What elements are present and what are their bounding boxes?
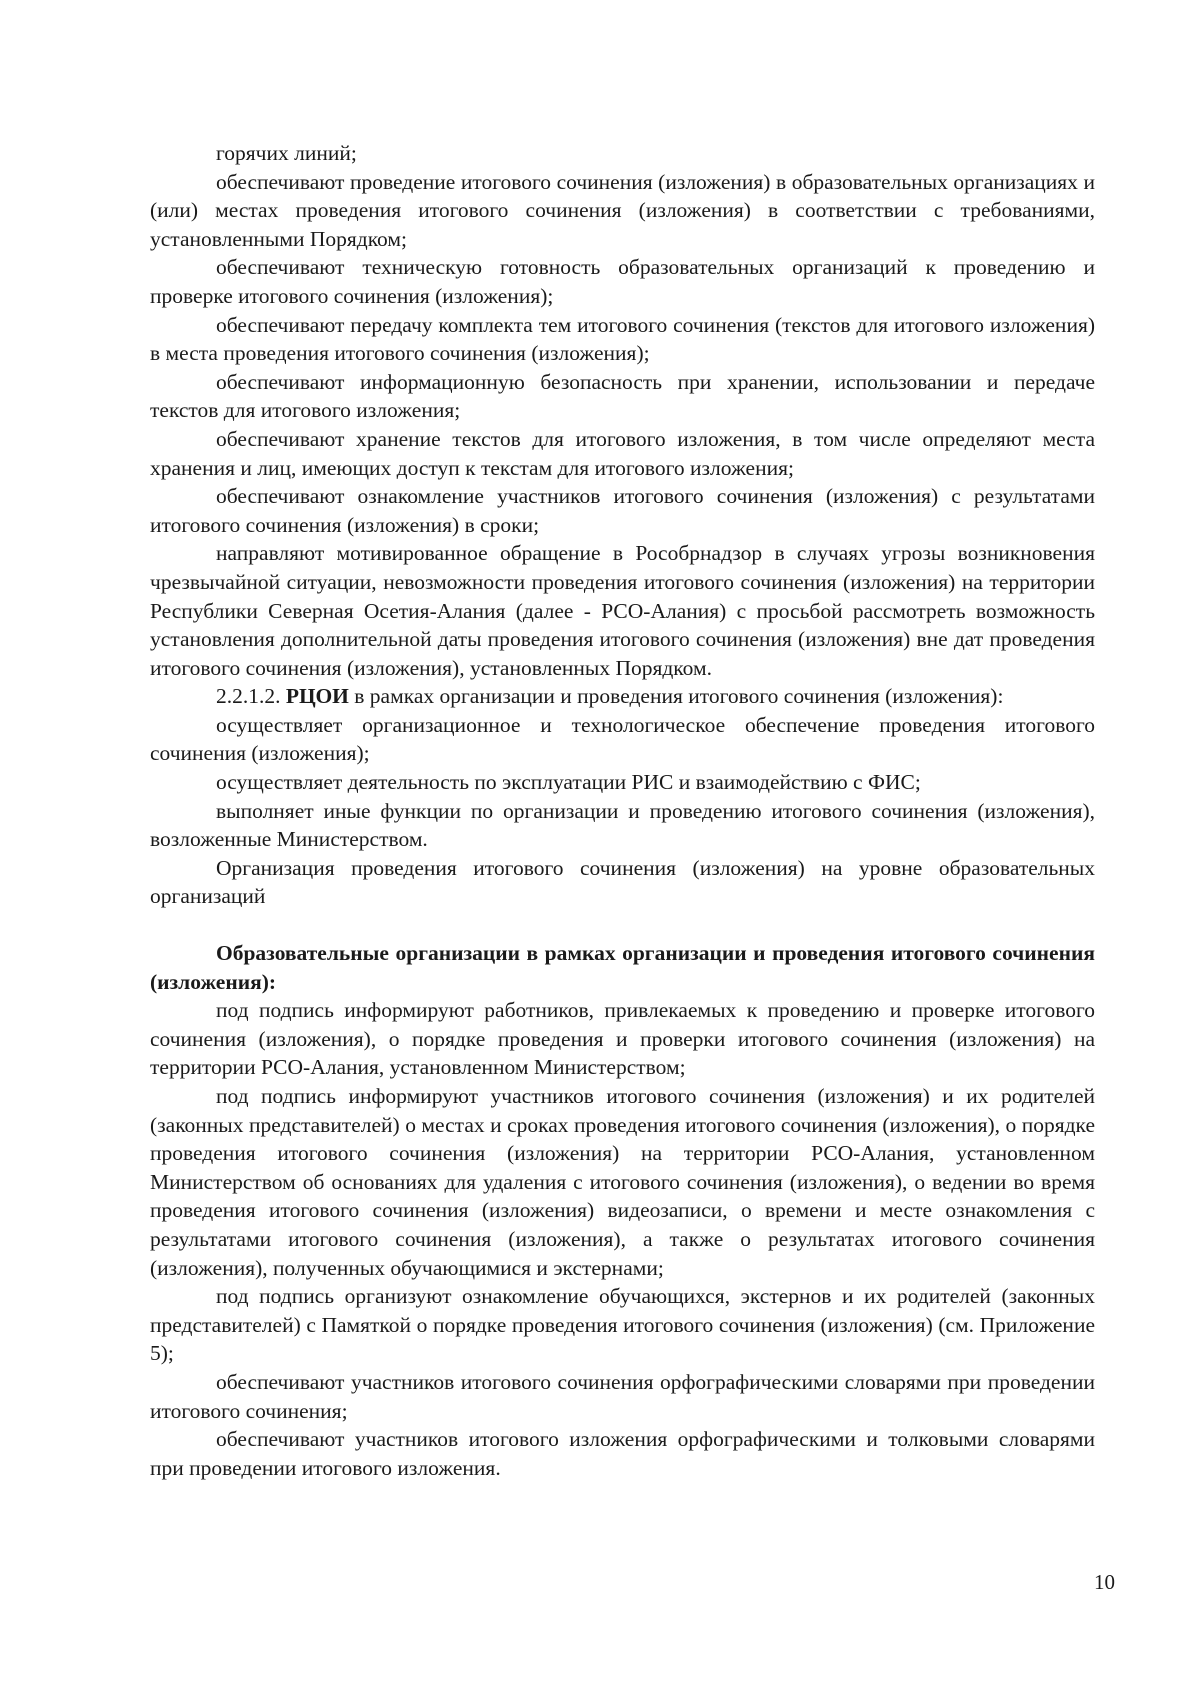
edu-item-essay-dictionaries: обеспечивают участников итогового сочинения орфографическими словарями при проведении итогового сочинения; xyxy=(150,1369,1095,1423)
rcoi-name: РЦОИ xyxy=(285,684,349,709)
paragraph-results-familiarization: обеспечивают ознакомление участников итогового сочинения (изложения) с результатами итогового сочинения (изложения) в сроки; xyxy=(150,484,1095,537)
paragraph-text-storage: обеспечивают хранение текстов для итогового изложения, в том числе определяют места хранения и лиц, имеющих доступ к текстам для итогового изложения; xyxy=(150,426,1095,480)
document-body xyxy=(150,139,1095,1482)
edu-item-summary-dictionaries: обеспечивают участников итогового изложения орфографическими и толковыми словарями при проведении итогового изложения. xyxy=(150,1427,1095,1480)
section-gap xyxy=(150,911,1095,939)
rcoi-item-other-functions: выполняет иные функции по организации и проведению итогового сочинения (изложения), возложенные Министерством. xyxy=(150,798,1095,852)
paragraph-rosobrnadzor-appeal: направляют мотивированное обращение в Рособрнадзор в случаях угрозы возникновения чрезвычайной ситуации, невозможности проведения итогового сочинения (изложения) на территории Республики Северная Осетия-Алания (далее - РСО-Алания) с просьбой рассмотреть возможность установления дополнительной даты проведения итогового сочинения (изложения) вне дат проведения итогового сочинения (изложения), установленных Порядком. xyxy=(150,541,1095,680)
edu-item-inform-participants: под подпись информируют участников итогового сочинения (изложения) и их родителей (законных представителей) о местах и сроках проведения итогового сочинения (изложения), о порядке проведения итогового сочинения (изложения) на территории РСО-Алания, установленном Министерством об основаниях для удаления с итогового сочинения (изложения), о ведении во время проведения итогового сочинения (изложения) видеозаписи, о времени и месте ознакомления с результатами итогового сочинения (изложения), а также о результатах итогового сочинения (изложения), полученных обучающимися и экстернами; xyxy=(150,1084,1095,1280)
paragraph-technical-readiness: обеспечивают техническую готовность образовательных организаций к проведению и проверке итогового сочинения (изложения); xyxy=(150,255,1095,308)
rcoi-text: в рамках организации и проведения итогового сочинения (изложения): xyxy=(354,684,1004,709)
paragraph-rcoi-heading xyxy=(150,682,1095,711)
paragraph-hotlines: горячих линий; xyxy=(216,141,357,165)
rcoi-number: 2.2.1.2. xyxy=(216,684,281,709)
rcoi-item-ris-fis: осуществляет деятельность по эксплуатации РИС и взаимодействию с ФИС; xyxy=(216,770,921,795)
edu-item-inform-staff: под подпись информируют работников, привлекаемых к проведению и проверке итогового сочинения (изложения), о порядке проведения и проверки итогового сочинения (изложения) на территории РСО-Алания, установленном Министерством; xyxy=(150,998,1095,1080)
rcoi-item-support: осуществляет организационное и технологическое обеспечение проведения итогового сочинения (изложения); xyxy=(150,712,1095,766)
paragraph-conduct: обеспечивают проведение итогового сочинения (изложения) в образовательных организациях и (или) местах проведения итогового сочинения (изложения) в соответствии с требованиями, установленными Порядком; xyxy=(150,169,1095,251)
paragraph-topic-transfer: обеспечивают передачу комплекта тем итогового сочинения (текстов для итогового изложения) в места проведения итогового сочинения (изложения); xyxy=(150,312,1095,366)
paragraph-info-security: обеспечивают информационную безопасность при хранении, использовании и передаче текстов для итогового изложения; xyxy=(150,369,1095,423)
edu-item-memo-familiarization: под подпись организуют ознакомление обучающихся, экстернов и их родителей (законных представителей) с Памяткой о порядке проведения итогового сочинения (изложения) (см. Приложение 5); xyxy=(150,1284,1095,1366)
section-title: Организация проведения итогового сочинения (изложения) на уровне образовательных организаций xyxy=(150,855,1095,909)
page-number: 10 xyxy=(1094,1570,1115,1594)
edu-orgs-heading: Образовательные организации в рамках организации и проведения итогового сочинения (изложения): xyxy=(150,941,1095,994)
